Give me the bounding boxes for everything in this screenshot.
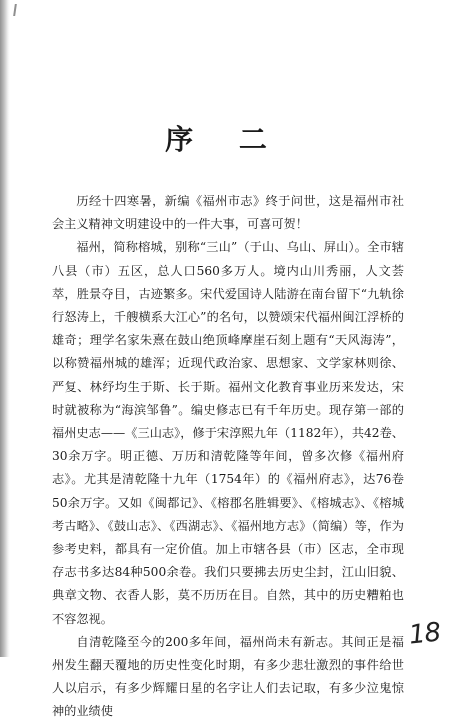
document-body (52, 190, 404, 724)
handwritten-page-number: 18 (407, 617, 442, 651)
page-title: 序 二 (165, 123, 285, 156)
page-binding-edge (0, 0, 10, 657)
corner-scan-mark (13, 4, 27, 16)
paragraph-2: 福州，简称榕城，别称“三山”（于山、乌山、屏山）。全市辖八县（市）五区，总人口560多万人。境内山川秀丽，人文荟萃，胜景夺目，古迹繁多。宋代爱国诗人陆游在南台留下“九轨徐行怒涛上，千艘横系大江心”的名句，以赞颂宋代福州闽江浮桥的雄奇；理学名家朱熹在鼓山绝顶峰摩崖石刻上题有“天风海涛”，以称赞福州城的雄浑；近现代政治家、思想家、文学家林则徐、严复、林纾均生于斯、长于斯。福州文化教育事业历来发达，宋时就被称为“海滨邹鲁”。编史修志已有千年历史。现存第一部的福州史志——《三山志》，修于宋淳熙九年（1182年），共42卷、30余万字。明正德、万历和清乾隆等年间，曾多次修《福州府志》。尤其是清乾隆十九年（1754年）的《福州府志》，达76卷50余万字。又如《闽都记》、《榕郡名胜辑要》、《榕城志》、《榕城考古略》、《鼓山志》、《西湖志》、《福州地方志》（简编）等，作为参考史料，都具有一定价值。加上市辖各县（市）区志，全市现存志书多达84种500余卷。我们只要拂去历史尘封，江山旧貌、典章文物、衣香人影，莫不历历在目。自然，其中的历史糟粕也不容忽视。 (52, 240, 404, 626)
paragraph-1: 历经十四寒暑，新编《福州市志》终于问世，这是福州市社会主义精神文明建设中的一件大事，可喜可贺！ (52, 194, 404, 232)
paragraph-3: 自清乾隆至今的200多年间，福州尚未有新志。其间正是福州发生翻天覆地的历史性变化时期，有多少悲壮激烈的事件给世人以启示，有多少辉耀日星的名字让人们去记取，有多少泣鬼惊神的业绩使 (52, 634, 404, 719)
